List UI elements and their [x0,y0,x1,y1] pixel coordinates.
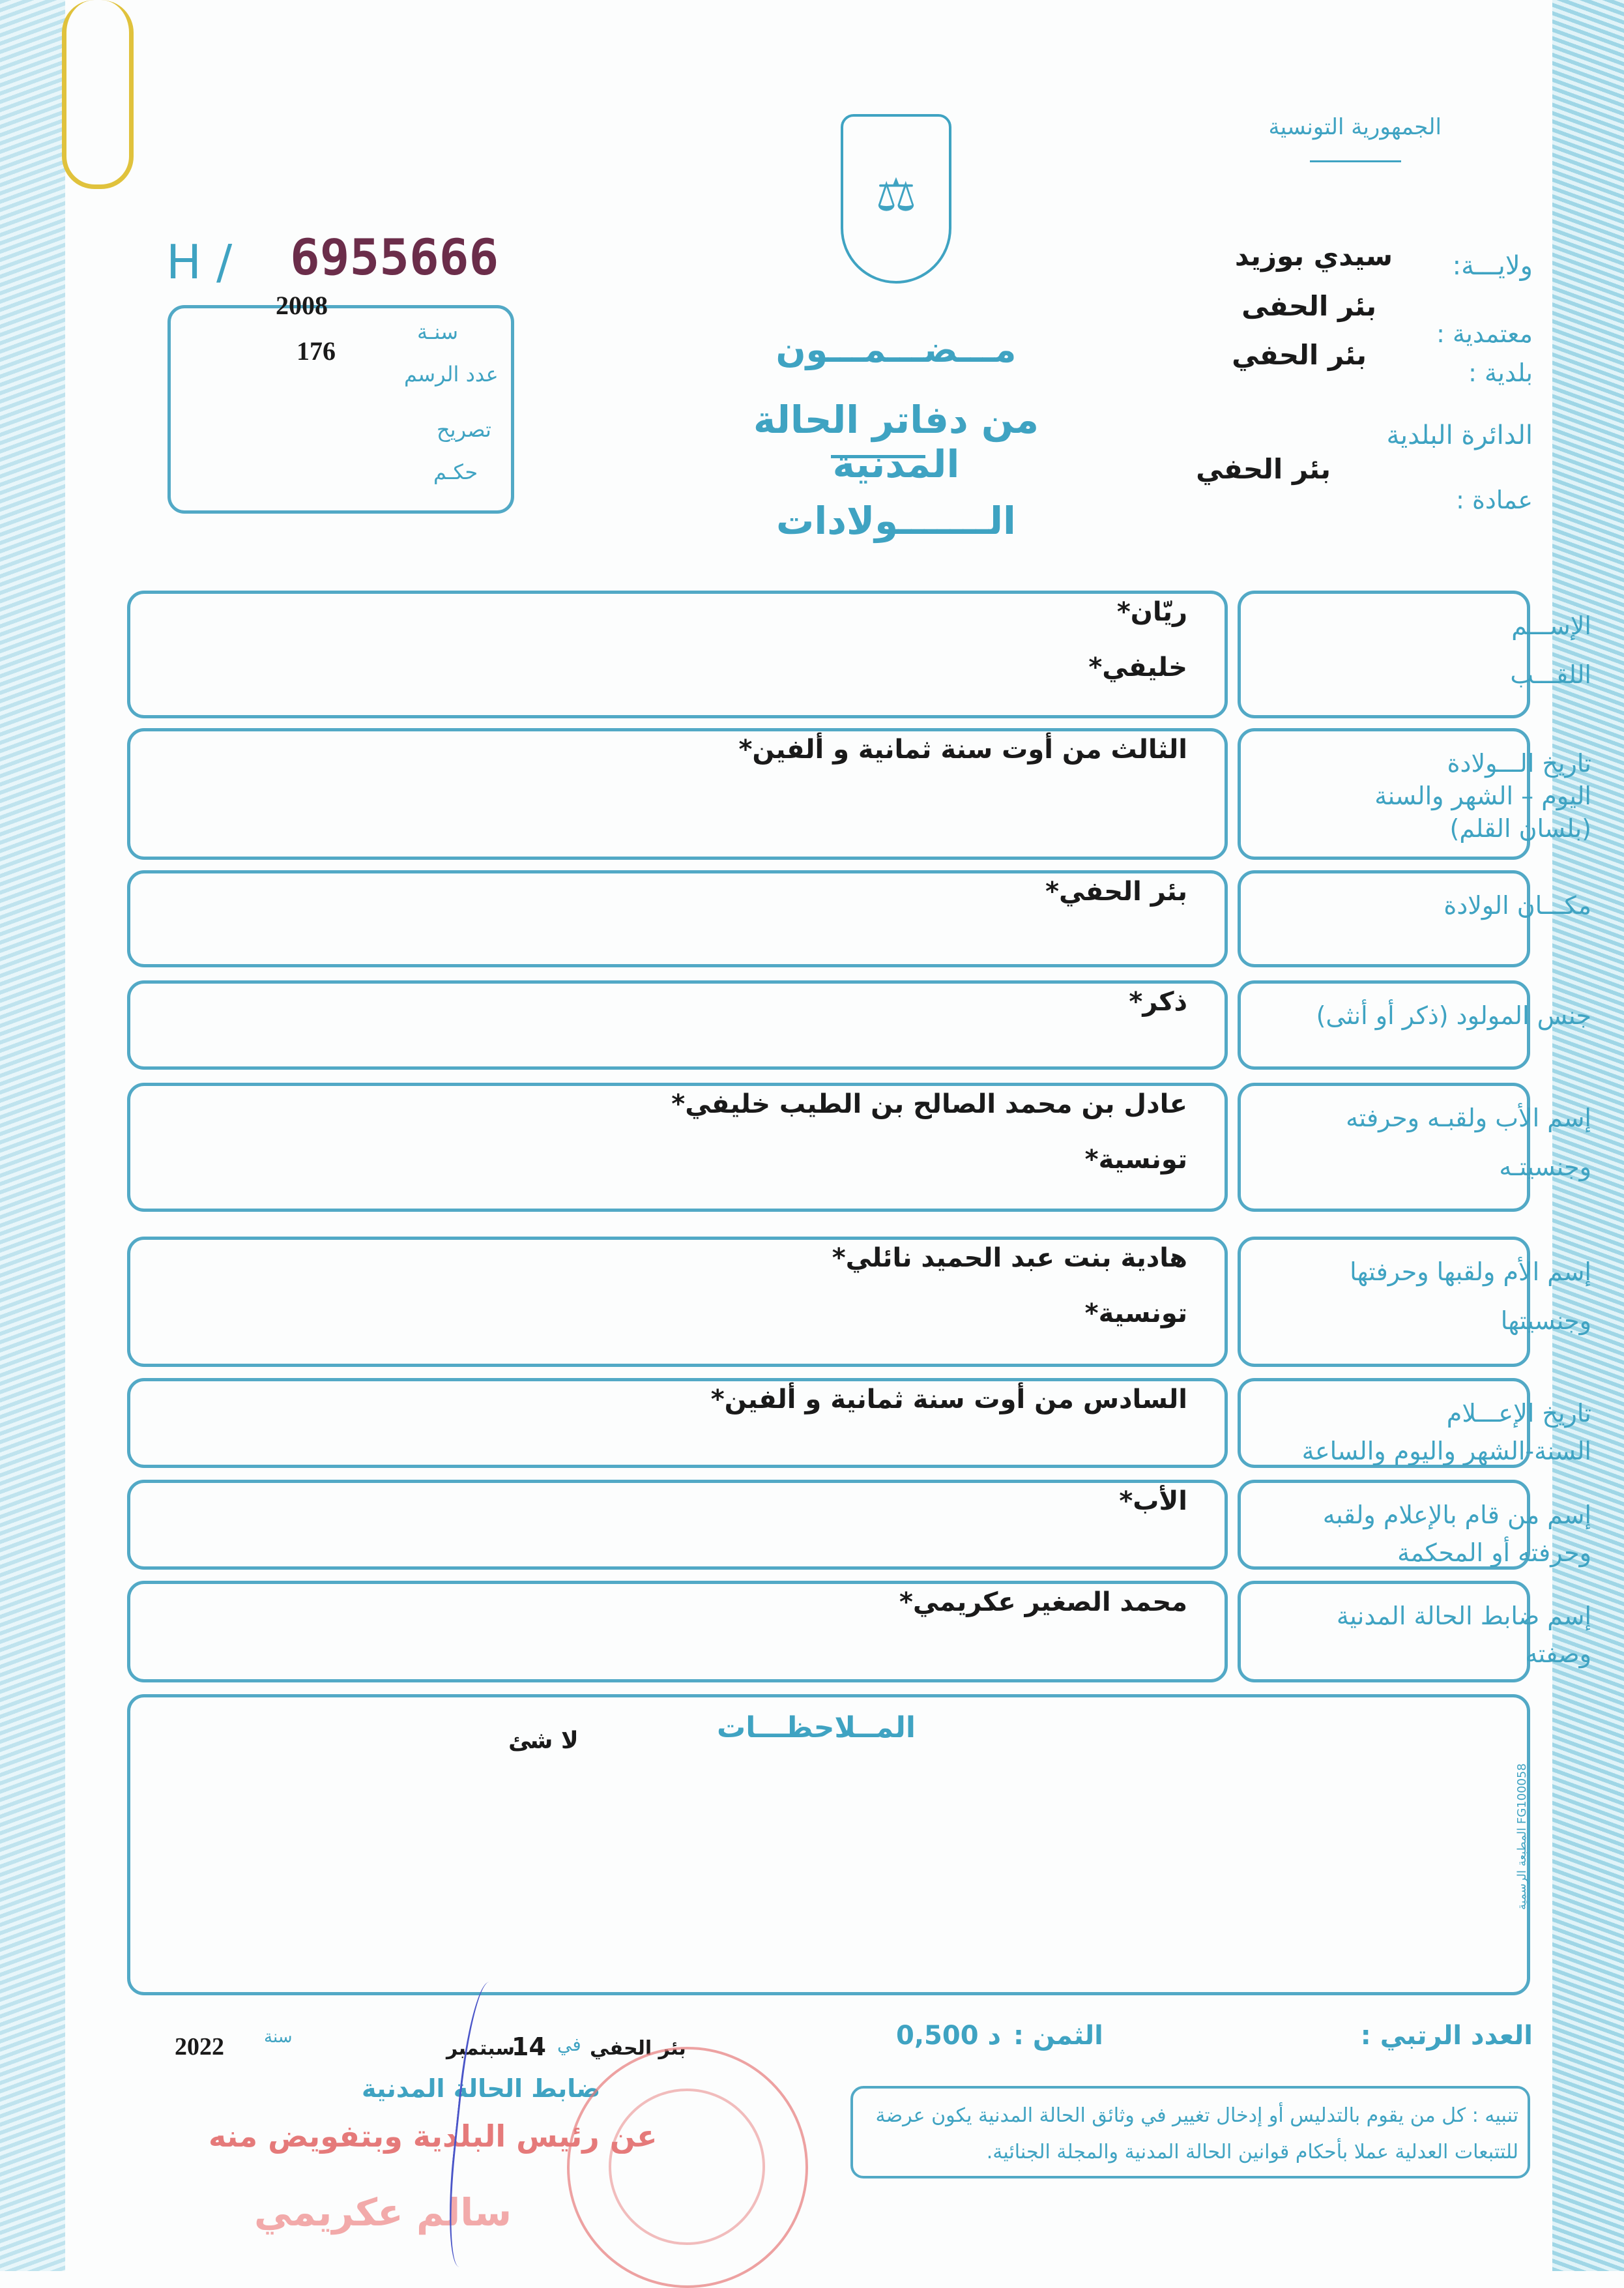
price-value: 0,500 د [896,2021,1001,2051]
printer-mark: المطبعة الرسمية FG100058 [1515,1763,1529,1910]
field-label: تاريخ الـــولادة [1447,749,1591,778]
field-value: هادية بنت عبد الحميد نائلي* [832,1243,1187,1273]
field-value: ريّان* [1116,597,1187,627]
motamadia-value: بئر الحفى [1241,290,1376,322]
field-value: خليفي* [1088,653,1187,682]
omada-label: عمادة : [1456,486,1533,514]
field-label: وجنسيتـه [1499,1152,1591,1181]
field-label: اليوم – الشهر والسنة [1374,782,1591,810]
daira-label: الدائرة البلدية [1386,420,1533,450]
record-number-label: عدد الرسم [404,362,499,387]
officer-name-stamp: سالم عكريمي [254,2190,512,2235]
field-value: السادس من أوت سنة ثمانية و ألفين* [710,1385,1187,1415]
remarks-label: المــلاحظـــات [717,1711,916,1744]
record-number: 176 [297,336,336,366]
field-value-box [127,980,1228,1070]
serial-number: 6955666 [290,228,499,286]
title-births: الـــــــولادات [776,499,1016,543]
serial-rank-label: العدد الرتبي : [1360,2021,1533,2051]
security-border-left [0,0,65,2271]
field-label: وحرفته أو المحكمة [1397,1538,1591,1567]
wilaya-label: ولايـــة: [1452,251,1533,281]
year-label: سنة [264,2027,293,2047]
warning-text: تنبيه : كل من يقوم بالتدليس أو إدخال تغيير في وثائق الحالة المدنية يكون عرضة للتتبعات العدلية عملا بأحكام قوانين الحالة المدنية والمجلة الجنائية. [875,2104,1518,2163]
field-label: إسم ضابط الحالة المدنية [1336,1602,1591,1630]
tunisia-coat-of-arms: ⚖ [841,114,951,284]
wilaya-value: سيدي بوزيد [1234,240,1393,272]
field-value: الأب* [1119,1486,1187,1516]
issue-year: 2022 [175,2033,224,2061]
field-label: جنس المولود (ذكر أو أنثى) [1316,1001,1591,1030]
serial-prefix: H / [166,235,233,289]
field-value: عادل بن محمد الصالح بن الطيب خليفي* [671,1089,1187,1119]
remarks-value: لا شئ [508,1727,579,1754]
omada-value: بئر الحفي [1196,453,1331,485]
title-line1: مـــضـــمـــون [776,329,1017,370]
field-value: ذكر* [1129,987,1187,1017]
baladia-value: بئر الحفي [1232,339,1367,371]
field-value-box [127,1480,1228,1570]
divider [1310,160,1401,162]
field-label: (بلسان القلم) [1449,814,1591,843]
field-label: وصفته [1525,1639,1591,1668]
declaration-label: تصريح [437,417,491,442]
title-underline [831,455,925,458]
motamadia-label: معتمدية : [1436,319,1533,348]
field-label: إسم الأب ولقبـه وحرفته [1346,1104,1591,1132]
issue-month: سبتمبر [446,2037,515,2060]
republic-heading: الجمهورية التونسية [1268,114,1442,140]
field-label-box [1238,591,1530,718]
paper-clip [62,0,134,189]
price-label: الثمن : [1013,2021,1103,2051]
issue-place: بئر الحفي [590,2037,686,2060]
field-value: بئر الحفي* [1045,877,1187,907]
field-label: الإســـم [1511,611,1591,640]
field-label: إسم من قام بالإعلام ولقبه [1322,1501,1591,1529]
field-label: اللقـــب [1510,660,1591,689]
field-value-box [127,591,1228,718]
baladia-label: بلدية : [1468,359,1533,387]
record-year-label: سنـة [417,319,458,344]
field-value: محمد الصغير عكريمي* [899,1587,1187,1617]
officer-title: ضابط الحالة المدنية [362,2074,601,2103]
judgment-label: حكـم [433,460,478,484]
field-label: تاريخ الإعـــلام [1446,1399,1591,1428]
record-year: 2008 [276,291,328,320]
field-label: السنة-الشهر واليوم والساعة [1301,1437,1591,1465]
field-value: تونسية* [1084,1145,1187,1175]
title-line2: من دفاتر الحالة المدنية [753,398,1039,486]
field-label: وجنسيتها [1500,1306,1591,1335]
official-seal [567,2047,808,2288]
in-label: في [557,2034,581,2055]
field-label: إسم الأم ولقبها وحرفتها [1350,1257,1591,1286]
field-value: تونسية* [1084,1298,1187,1328]
field-value: الثالث من أوت سنة ثمانية و ألفين* [738,735,1187,765]
field-label: مكـــان الولادة [1443,891,1591,920]
issue-day: 14 [512,2032,546,2061]
delegation-stamp: عن رئيس البلدية وبتفويض منه [209,2119,658,2154]
